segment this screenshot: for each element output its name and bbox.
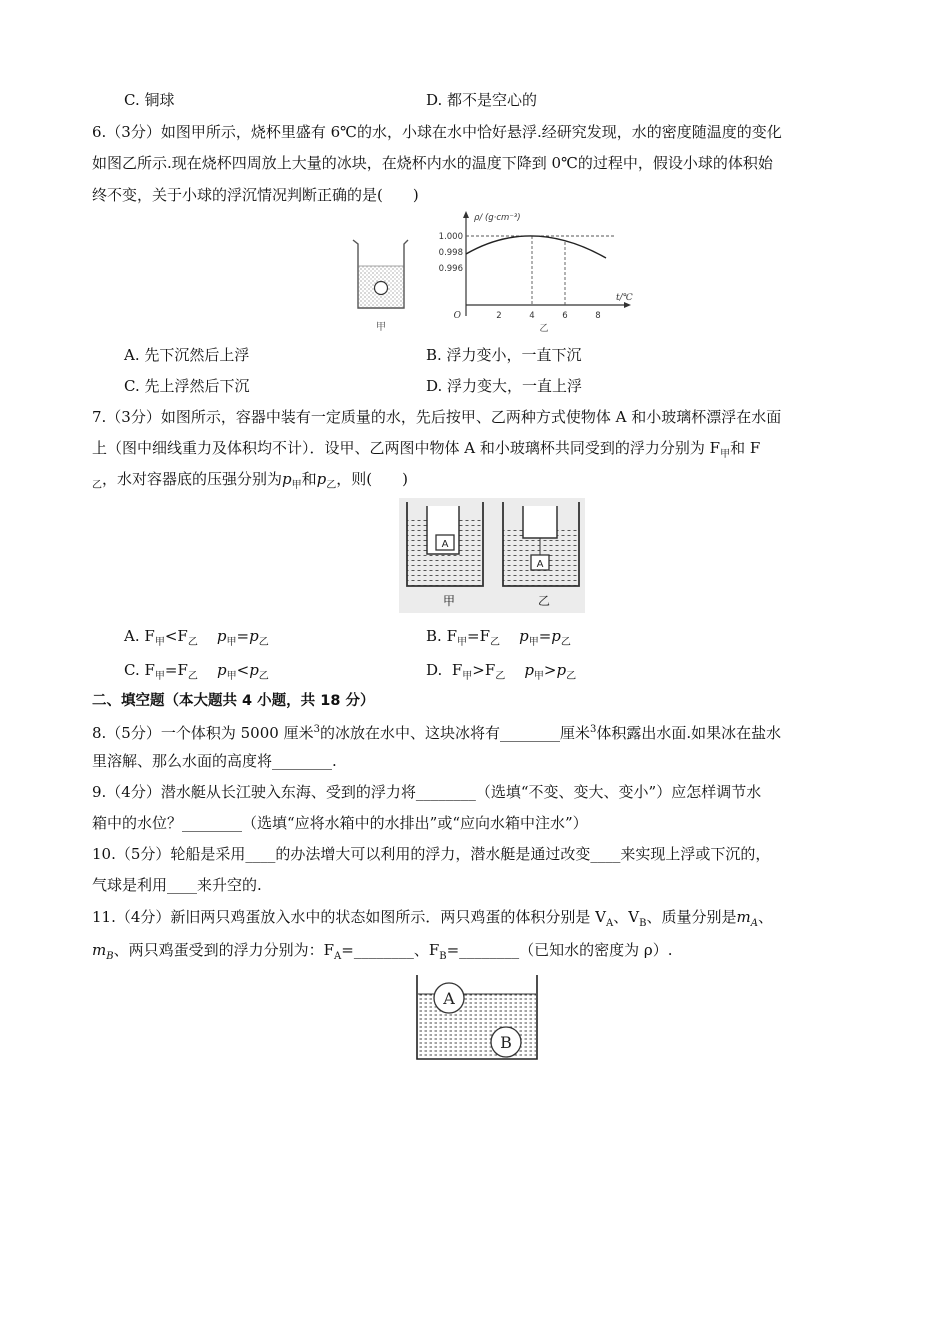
q6-label-yi: 乙 (539, 324, 549, 334)
q6-small-ball (375, 282, 388, 295)
q9-stem-line2: 箱中的水位？________（选填“应将水箱中的水排出”或“应向水箱中注水”） (92, 814, 588, 832)
q8-stem-line1: 8.（5分）一个体积为 5000 厘米$^3$的冰放在水中、这块冰将有________厘米$^3$体积露出水面.如果冰在盐水 (92, 724, 782, 742)
section-2-title: 二、填空题（本大题共 4 小题，共 18 分） (92, 693, 375, 709)
q6-option-a: A. 先下沉然后上浮 (124, 346, 250, 364)
q6-density-curve (466, 236, 606, 258)
q9-stem-line1: 9.（4分）潜水艇从长江驶入东海、受到的浮力将________（选填“不变、变大、变小”）应怎样调节水 (92, 783, 762, 801)
svg-text:A: A (536, 559, 544, 570)
q6-xtick-8: 8 (595, 311, 601, 321)
q7-figure (399, 498, 585, 613)
q11-stem-line1: 11.（4分）新旧两只鸡蛋放入水中的状态如图所示．两只鸡蛋的体积分别是 $V_A$、$V_B$、质量分别是$m_A$、 (92, 908, 773, 929)
q7-stem-line1: 7.（3分）如图所示，容器中装有一定质量的水，先后按甲、乙两种方式使物体 A 和小玻璃杯漂浮在水面 (92, 408, 782, 426)
q6-beaker-figure (348, 236, 428, 340)
q6-xtick-6: 6 (562, 311, 568, 321)
q7-stem-line2: 上（图中细线重力及体积均不计）．设甲、乙两图中物体 A 和小玻璃杯共同受到的浮力分别为 $F_甲$和 F (92, 439, 761, 460)
q8-stem-line2: 里溶解、那么水面的高度将________. (92, 752, 337, 770)
q5-option-c: C. 铜球 (124, 91, 175, 109)
q7-option-a: A. $F_甲<F_乙$ $p_甲=p_乙$ (124, 627, 269, 648)
q6-ytick-0998: 0.998 (438, 248, 463, 258)
q6-xtick-2: 2 (496, 311, 502, 321)
svg-text:A: A (443, 989, 455, 1008)
q6-xtick-4: 4 (529, 311, 535, 321)
q6-origin-label: O (453, 311, 461, 321)
q7-label-yi: 乙 (537, 594, 551, 608)
q6-stem-line1: 6.（3分）如图甲所示，烧杯里盛有 6℃的水，小球在水中恰好悬浮.经研究发现，水的密度随温度的变化 (92, 123, 782, 141)
q11-stem-line2: $m_B$、两只鸡蛋受到的浮力分别为：$F_A=\_\_\_\_\_\_\_\_$、$F_B=\_\_\_\_\_\_\_\_$（已知水的密度为 ρ）. (92, 941, 673, 962)
q7-option-c: C. $F_甲=F_乙$ $p_甲<p_乙$ (124, 661, 269, 682)
svg-text:A: A (441, 539, 449, 550)
q6-stem-line3: 终不变，关于小球的浮沉情况判断正确的是( ) (92, 186, 419, 204)
q7-glass-cup-yi (523, 506, 557, 538)
q6-option-b: B. 浮力变小，一直下沉 (426, 346, 582, 364)
q7-option-d: D. $F_甲>F_乙$ $p_甲>p_乙$ (426, 661, 577, 682)
q6-density-graph (436, 208, 636, 334)
q6-ytick-0996: 0.996 (438, 264, 463, 274)
q10-stem-line1: 10.（5分）轮船是采用____的办法增大可以利用的浮力，潜水艇是通过改变____来实现上浮或下沉的， (92, 845, 771, 863)
q6-label-jia: 甲 (376, 322, 386, 333)
q6-y-axis-label: ρ/ (g·cm⁻³) (474, 213, 521, 223)
q6-x-axis-label: t/℃ (616, 293, 633, 303)
q10-stem-line2: 气球是利用____来升空的. (92, 876, 262, 894)
q6-option-c: C. 先上浮然后下沉 (124, 377, 250, 395)
q6-option-d: D. 浮力变大，一直上浮 (426, 377, 583, 395)
q7-stem-line3: $_乙$，水对容器底的压强分别为$p_甲$和$p_乙$，则( ) (92, 470, 408, 491)
svg-text:B: B (500, 1033, 512, 1052)
q6-ytick-1000: 1.000 (438, 232, 463, 242)
q11-egg-figure (414, 973, 540, 1063)
q6-stem-line2: 如图乙所示.现在烧杯四周放上大量的冰块，在烧杯内水的温度下降到 0℃的过程中，假设小球的体积始 (92, 154, 773, 172)
q7-option-b: B. $F_甲=F_乙$ $p_甲=p_乙$ (426, 627, 571, 648)
q5-option-d: D. 都不是空心的 (426, 91, 538, 109)
q7-label-jia: 甲 (442, 594, 456, 608)
